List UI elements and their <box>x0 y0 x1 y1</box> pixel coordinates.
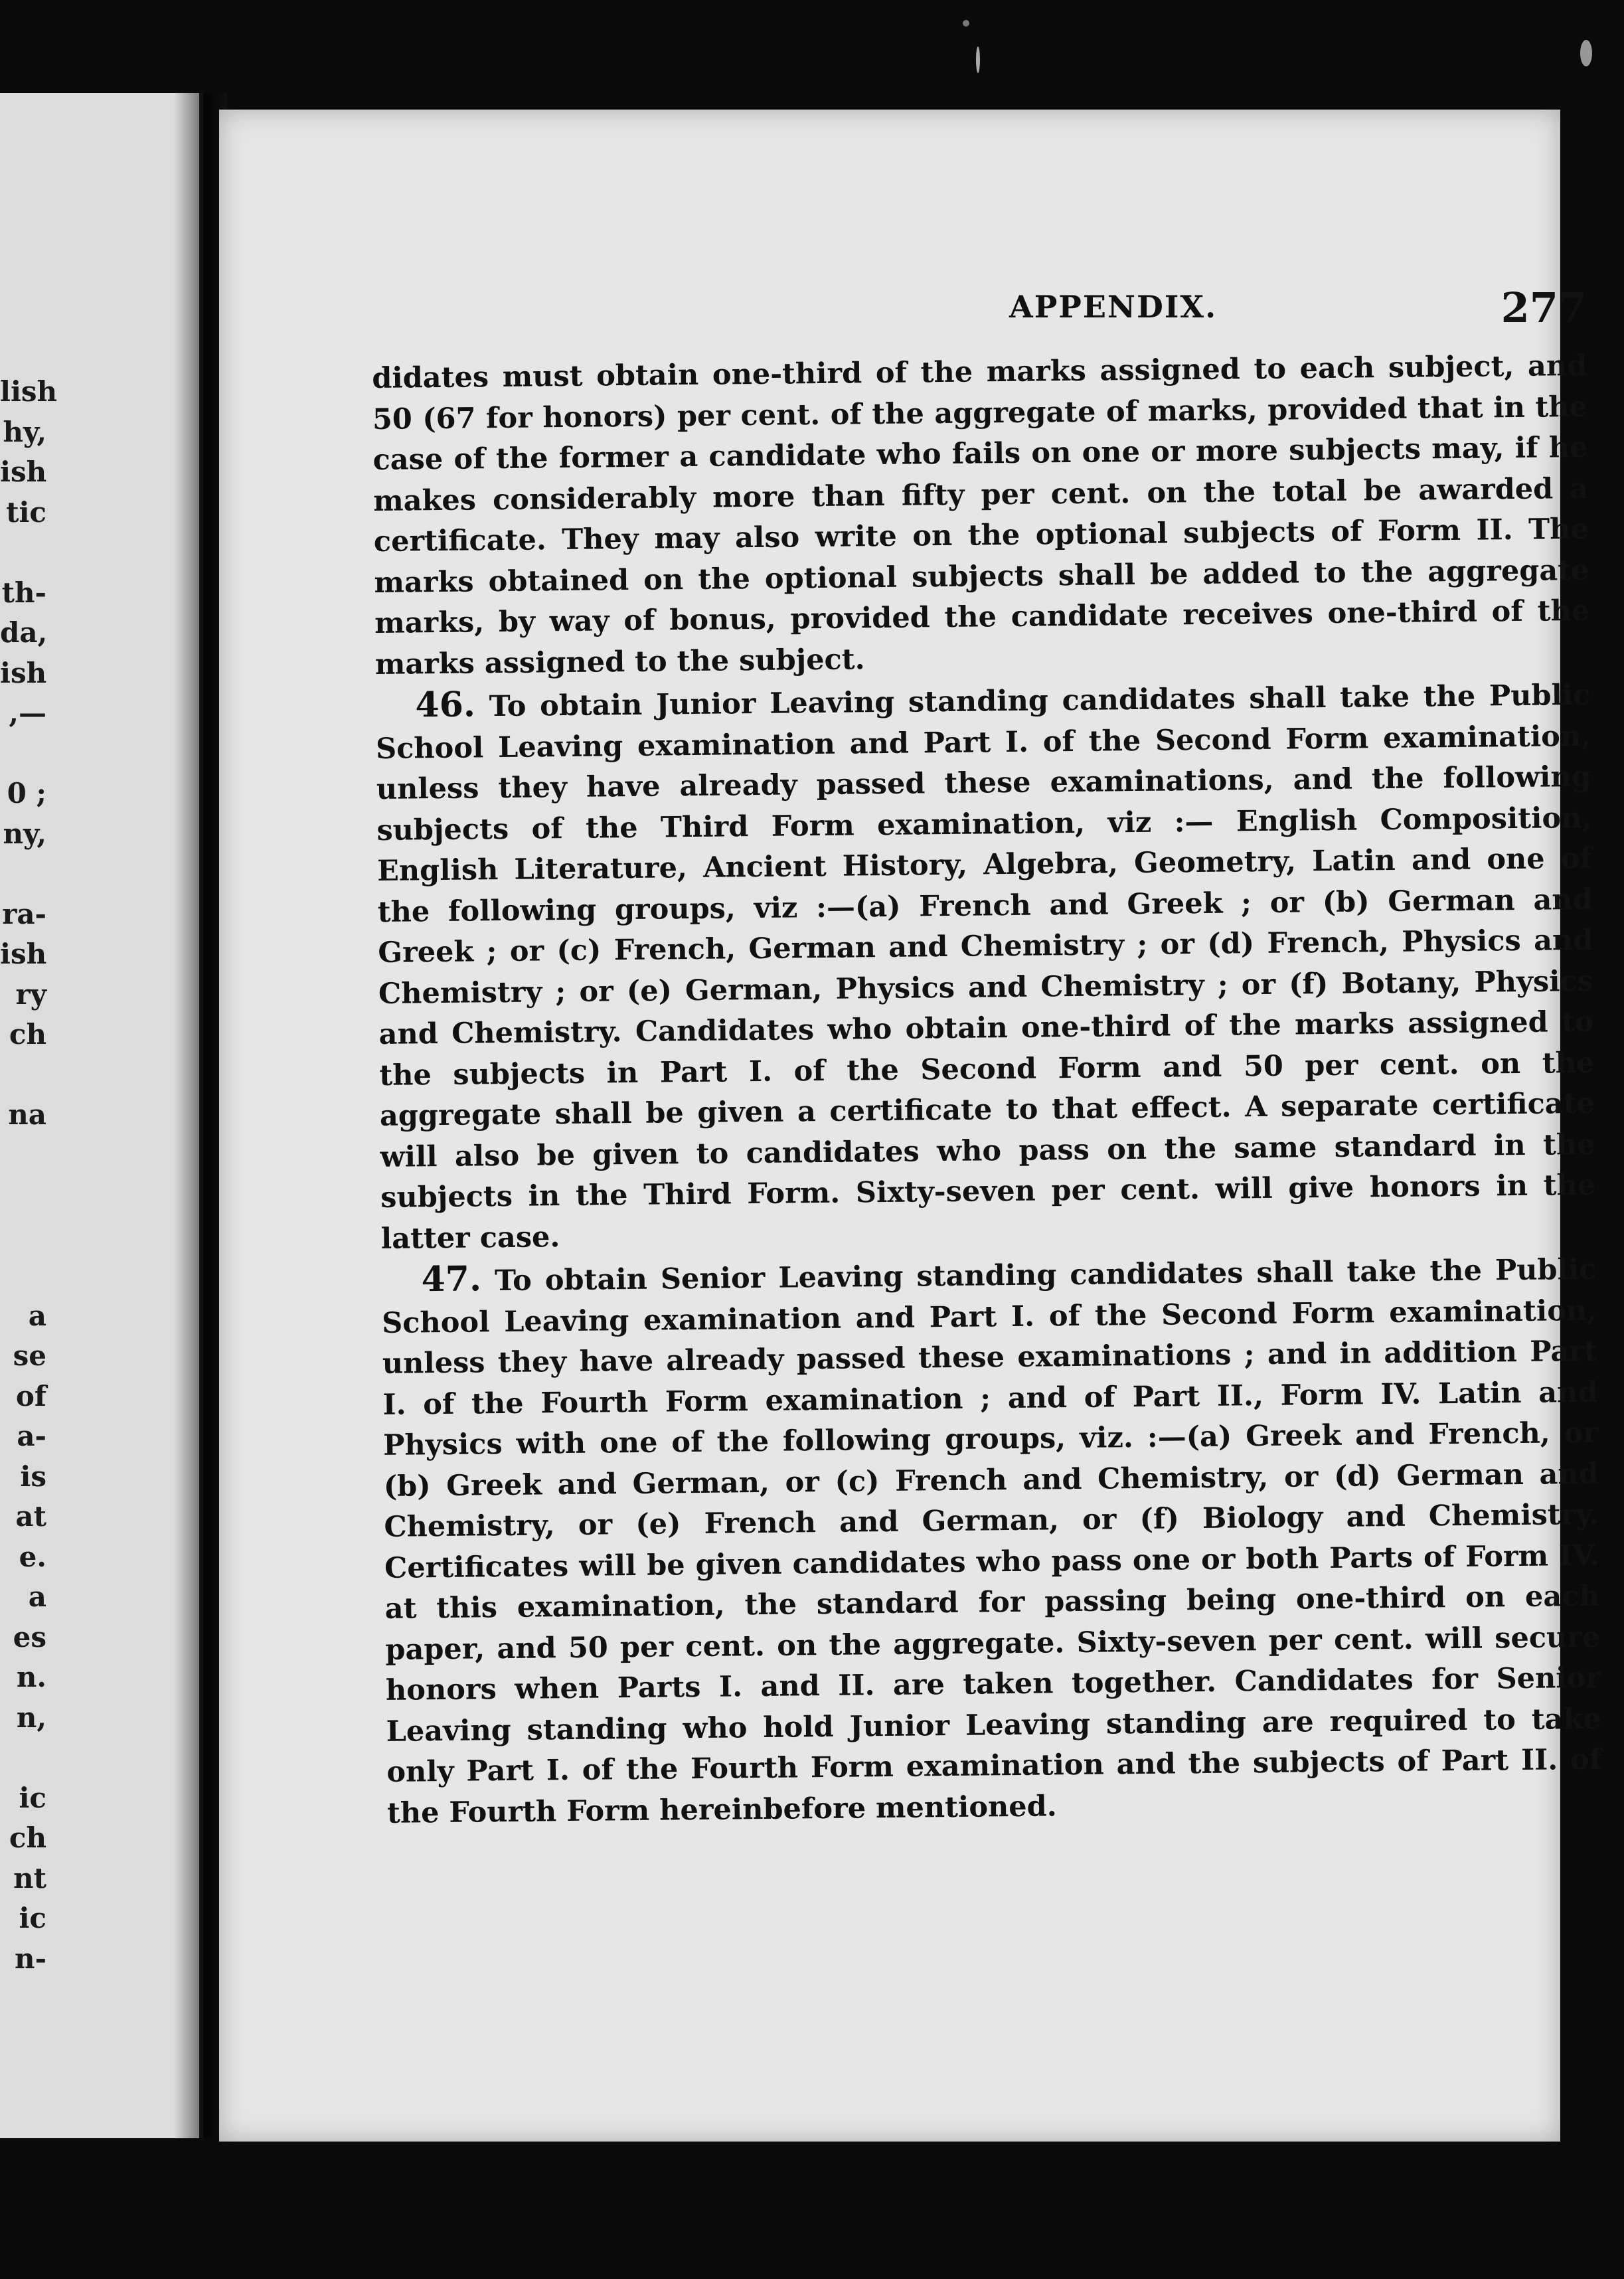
facing-page-line: n- <box>15 1942 46 1975</box>
facing-page-line: ry <box>15 977 46 1011</box>
scan-speck <box>963 20 969 27</box>
facing-page-line: ch <box>9 1018 46 1051</box>
facing-page-line: ish <box>0 938 47 970</box>
facing-page-line: ic <box>19 1781 46 1814</box>
paragraph-47 <box>381 1247 1602 1834</box>
facing-page-line: ish <box>0 656 47 689</box>
facing-page-line: is <box>20 1460 46 1493</box>
facing-page-line: na <box>8 1098 46 1131</box>
facing-page-line: da, <box>0 616 48 649</box>
facing-page-line: a- <box>17 1420 46 1452</box>
facing-page-line: of <box>15 1379 46 1412</box>
running-head: APPENDIX. <box>1009 289 1218 325</box>
page-number: 277 <box>1501 284 1587 332</box>
facing-page-line: ny, <box>3 817 46 850</box>
facing-page-line: a <box>28 1580 46 1613</box>
facing-page-line: e. <box>19 1540 46 1573</box>
facing-page-line: lish <box>0 375 58 408</box>
facing-page-line: ch <box>9 1821 46 1854</box>
facing-page-line: hy, <box>3 415 46 448</box>
facing-page-line: ic <box>19 1902 46 1934</box>
facing-page-line: th- <box>1 576 46 609</box>
paragraph-46 <box>375 673 1596 1260</box>
scan-speck <box>976 46 980 73</box>
facing-page-line: es <box>13 1620 46 1653</box>
paragraph-continued: didates must obtain one-third of the marks assigned to each subject, and 50 (67 for honors) per cent. of the aggregate of marks, provided that in the case of the former a candidate who fails on one or more subjects may, if he makes considerably more than fifty per cent. on the total be awarded a certificate. They may also write on the optional subjects of Form II. The marks obtained on the optional subjects shall be added to the aggregate marks, by way of bonus, provided the candidate receives one-third of the marks assigned to the subject. <box>372 349 1590 681</box>
paragraph-text: To obtain Junior Leaving standing candidates shall take the Public School Leaving examination and Part I. of the Second Form examination, unless they have already passed these examinations, and the following subjects of the Third Form examination, viz :— English Composition, English Literature, Ancient History, Algebra, Geometry, Latin and one of the following groups, viz :—(a) French and Greek ; or (b) German and Greek ; or (c) French, German and Chemistry ; or (d) French, Physics and Chemistry ; or (e) German, Physics and Chemistry ; or (f) Botany, Physics and Chemistry. Candidates who obtain one-third of the marks assigned to the subjects in Part I. of the Second Form and 50 per cent. on the aggregate shall be given a certificate to that effect. A separate certificate will also be given to candidates who pass on the same standard in the subjects in the Third Form. Sixty-seven per cent. will give honors in the latter case. <box>375 678 1596 1256</box>
facing-page-line: se <box>13 1339 46 1372</box>
page-header <box>372 284 1587 342</box>
paragraph-text: To obtain Senior Leaving standing candidates shall take the Public School Leaving examination and Part I. of the Second Form examination, unless they have already passed these examinations ; and in addition Part I. of the Fourth Form examination ; and of Part II., Form IV. Latin and Physics with one of the following groups, viz. :—(a) Greek and French, or (b) Greek and German, or (c) French and Chemistry, or (d) German and Chemistry, or (e) French and German, or (f) Biology and Chemistry. Certificates will be given candidates who pass one or both Parts of Form IV. at this examination, the standard for passing being one-third on each paper, and 50 per cent. on the aggregate. Sixty-seven per cent. will secure honors when Parts I. and II. are taken together. Candidates for Senior Leaving standing who hold Junior Leaving standing are required to take only Part I. of the Fourth Form examination and the subjects of Part II. of the Fourth Form hereinbefore mentioned. <box>381 1252 1602 1830</box>
paragraph-number: 47. <box>421 1258 482 1300</box>
facing-page-line: ,— <box>9 697 46 729</box>
facing-page-line: ish <box>0 456 47 488</box>
facing-page-line: nt <box>13 1861 46 1895</box>
facing-page-line: ra- <box>2 897 46 930</box>
book-page <box>219 110 1602 2142</box>
facing-page-line: a <box>28 1299 46 1332</box>
facing-page-line: at <box>15 1500 46 1533</box>
paragraph-number: 46. <box>415 684 476 726</box>
facing-page-line: tic <box>6 495 46 529</box>
facing-page-line: n, <box>16 1701 46 1734</box>
page-body <box>372 346 1602 1834</box>
scan-speck <box>1580 40 1592 66</box>
facing-page-line: n. <box>16 1661 46 1693</box>
facing-page-line: 0 ; <box>7 777 46 809</box>
